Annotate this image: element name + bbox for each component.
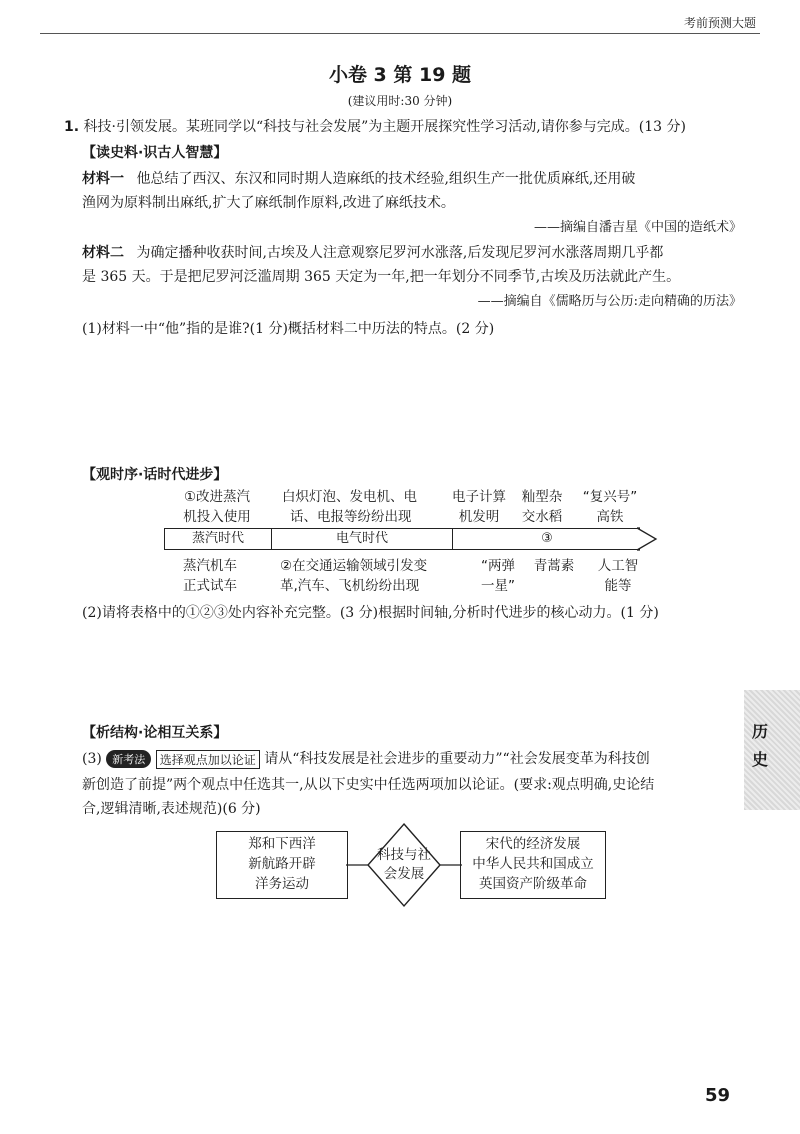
boxed-tag: 选择观点加以论证 (156, 750, 260, 769)
timeline-bottom-label-5: 人工智 能等 (597, 558, 639, 594)
page-subtitle: (建议用时:30 分钟) (347, 94, 453, 108)
timeline-top-label-3: 电子计算 机发明 (452, 489, 506, 525)
timeline-bar (164, 528, 640, 550)
timeline-arrowhead (636, 522, 660, 556)
timeline-bottom-label-2: ②在交通运输领域引发变 革,汽车、飞机纷纷出现 (280, 558, 428, 594)
material1-line2: 渔网为原料制出麻纸,扩大了麻纸制作原料,改进了麻纸技术。 (82, 195, 455, 211)
question-3-prefix: (3) (82, 751, 102, 767)
section2-heading: 【观时序·话时代进步】 (82, 467, 228, 483)
question-number: 1. (64, 119, 80, 135)
side-tab-label: 历 史 (752, 722, 769, 769)
timeline-top-label-4: 籼型杂 交水稻 (521, 489, 563, 525)
question-2: (2)请将表格中的①②③处内容补充完整。(3 分)根据时间轴,分析时代进步的核心动力。(1 分) (82, 605, 659, 621)
page-title: 小卷 3 第 19 题 (328, 64, 472, 86)
material2-text1: 为确定播种收获时间,古埃及人注意观察尼罗河水涨落,后发现尼罗河水涨落周期几乎都 (136, 245, 664, 261)
material1-text1: 他总结了西汉、东汉和同时期人造麻纸的技术经验,组织生产一批优质麻纸,还用破 (136, 171, 636, 187)
timeline-segment-electric: 电气时代 (335, 531, 388, 546)
question-3-line1 (82, 748, 650, 769)
timeline-top-label-5: “复兴号” 高铁 (582, 489, 638, 525)
timeline-bottom-label-3: “两弹 一星” (481, 558, 515, 594)
timeline-segment-steam: 蒸汽时代 (191, 531, 244, 546)
section3-heading: 【析结构·论相互关系】 (82, 725, 228, 741)
page-number: 59 (705, 1085, 731, 1106)
question-3-line3: 合,逻辑清晰,表述规范)(6 分) (82, 801, 261, 817)
material1-line1 (82, 168, 635, 188)
section1-heading: 【读史料·识古人智慧】 (82, 145, 228, 161)
material2-line2: 是 365 天。于是把尼罗河泛滥周期 365 天定为一年,把一年划分不同季节,古埃及历法就此产生。 (82, 269, 681, 285)
timeline-segment-3: ③ (541, 531, 553, 546)
diagram-center-label: 科技与社 会发展 (377, 847, 431, 882)
header-rule (40, 33, 760, 34)
diagram-left-box: 郑和下西洋 新航路开辟 洋务运动 (216, 831, 348, 899)
question-3-line2: 新创造了前提”两个观点中任选其一,从以下史实中任选两项加以论证。(要求:观点明确,史论结 (82, 777, 655, 793)
diagram-right-box: 宋代的经济发展 中华人民共和国成立 英国资产阶级革命 (460, 831, 606, 899)
question-intro (64, 116, 686, 136)
question-intro-text: 科技·引领发展。某班同学以“科技与社会发展”为主题开展探究性学习活动,请你参与完成。(13 分) (83, 119, 686, 135)
timeline-top-label-1: ①改进蒸汽 机投入使用 (183, 489, 251, 525)
timeline-top-label-2: 白炽灯泡、发电机、电 话、电报等纷纷出现 (282, 489, 417, 525)
material2-source: ——摘编自《儒略历与公历:走向精确的历法》 (477, 294, 742, 309)
timeline-bottom-label-1: 蒸汽机车 正式试车 (183, 558, 237, 594)
material1-label: 材料一 (82, 171, 124, 187)
material2-label: 材料二 (82, 245, 124, 261)
timeline-bottom-label-4: 青蒿素 (533, 558, 575, 574)
header-label: 考前预测大题 (683, 16, 756, 30)
question-1: (1)材料一中“他”指的是谁?(1 分)概括材料二中历法的特点。(2 分) (82, 321, 495, 337)
material1-source: ——摘编自潘吉星《中国的造纸术》 (533, 220, 742, 235)
material2-line1 (82, 242, 663, 262)
question-3-text1: 请从“科技发展是社会进步的重要动力”“社会发展变革为科技创 (264, 751, 650, 767)
new-method-badge: 新考法 (106, 750, 151, 768)
